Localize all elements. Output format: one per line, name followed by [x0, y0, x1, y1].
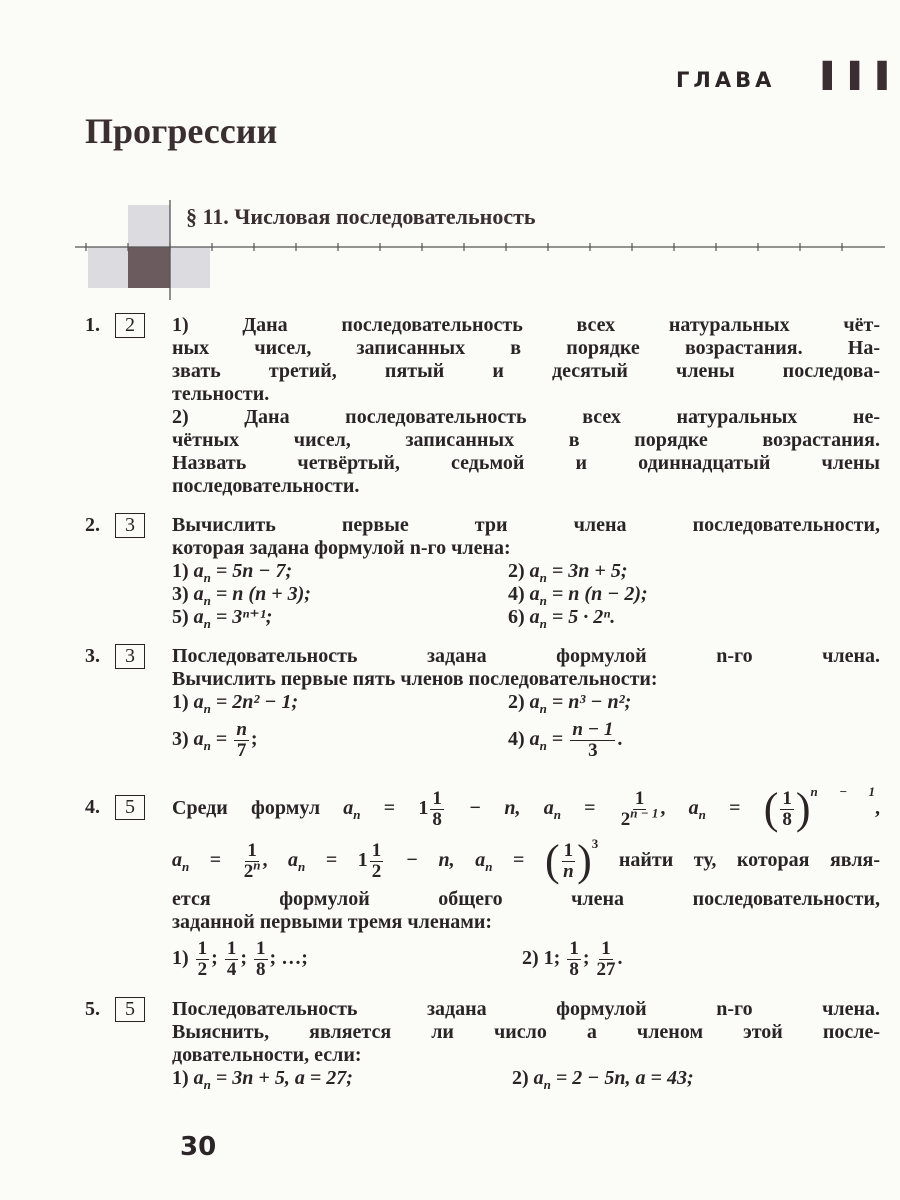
difficulty-box: 3 [115, 513, 145, 538]
problem-text [172, 645, 880, 691]
text-line: последовательности. [172, 475, 360, 497]
difficulty-box: 5 [115, 795, 145, 820]
chapter-label: ГЛАВА [676, 68, 776, 92]
text-line: ных чисел, записанных в порядке возрастания. На- [172, 337, 880, 359]
problem-text [172, 514, 880, 560]
problem-number: 2. [85, 514, 100, 536]
text-line: Вычислить первые три члена последовательности, [172, 514, 880, 536]
text-line: Выяснить, является ли число a членом этой после- [172, 1021, 880, 1043]
item-3: 3) $a_n$ = $\frac{n}{7}$ ; [172, 718, 258, 761]
text-line: Последовательность задана формулой n-го члена. [172, 645, 880, 667]
formula-line-2: $a_n$ = $\frac{1}{2^n}$ , $a_n = 1$ $\frac{1}{2}$ − n, $a_n$ = ( $\frac{1}{n}$ ) $^3$ найти ту, которая явля- [172, 836, 881, 886]
fraction: $\frac{1}{8}$ [569, 937, 579, 980]
difficulty-box: 2 [115, 313, 145, 338]
text-line: довательности, если: [172, 1044, 362, 1066]
fraction: $\frac{1}{27}$ [596, 937, 616, 980]
problem-number: 5. [85, 998, 100, 1020]
item-6: 6) $a_n = 5 \cdot 2^n$. [508, 606, 616, 631]
text-line: ется формулой общего члена последовательности, [172, 888, 880, 910]
item-4: 4) $a_n = n$ (n − 2); [508, 583, 648, 608]
text-line: Последовательность задана формулой n-го члена. [172, 998, 880, 1020]
problem-2 [85, 514, 880, 629]
problem-number: 4. [85, 796, 100, 818]
problem-text [172, 888, 880, 934]
problem-number: 3. [85, 645, 100, 667]
item-3: 3) $a_n = n$ (n + 3); [172, 583, 311, 608]
text-line: заданной первыми тремя членами: [172, 911, 493, 933]
item-1: 1) $a_n = 2n^2 - 1$; [172, 691, 299, 716]
problem-4 [85, 782, 880, 982]
fraction: $\frac{1}{2}$ [197, 937, 208, 980]
problem-list [85, 314, 880, 1090]
problem-text [172, 314, 880, 498]
difficulty-box: 5 [115, 997, 145, 1022]
problem-number: 1. [85, 314, 100, 336]
option-2: 2) 1; $\frac{1}{8}$ ; $\frac{1}{27}$ . [522, 937, 623, 980]
options [172, 934, 880, 982]
chapter-title: Прогрессии [85, 111, 278, 151]
item-1: 1) $a_n = 5n - 7$; [172, 560, 293, 585]
problem-1 [85, 314, 880, 498]
item-5: 5) $a_n = 3^{n+1}$; [172, 606, 273, 631]
text-line: тельности. [172, 383, 270, 405]
difficulty-box: 3 [115, 644, 145, 669]
section-title: § 11. Числовая последовательность [186, 204, 536, 229]
text-line: 1) Дана последовательность всех натуральных чёт- [172, 314, 880, 336]
item-2: 2) $a_n = 3n + 5$; [508, 560, 628, 585]
problem-5 [85, 998, 880, 1090]
chapter-number: III [818, 54, 900, 100]
text-line: 2) Дана последовательность всех натуральных не- [172, 406, 880, 428]
text-line: Вычислить первые пять членов последовательности: [172, 668, 658, 690]
item-1: 1) $a_n = 3n + 5$, a = 27; [172, 1067, 353, 1092]
item-4: 4) $a_n$ = $\frac{n - 1}{3}$ . [508, 718, 623, 761]
text-line: чётных чисел, записанных в порядке возрастания. [172, 429, 880, 451]
text-line: Назвать четвёртый, седьмой и одиннадцатый члены [172, 452, 880, 474]
fraction: $\frac{1}{4}$ [226, 937, 237, 980]
option-1: 1) $\frac{1}{2}$ ; $\frac{1}{4}$ ; $\frac{1}{8}$ ; …; [172, 937, 308, 980]
item-2: 2) $a_n = n^3 - n^2$; [508, 691, 632, 716]
formula-line-1: Среди формул $a_n = 1$ $\frac{1}{8}$ − n, $a_n$ = $\frac{1}{2^{n - 1}}$ , $a_n$ = ( $\frac{1}{8}$ ) $^{n - 1}$, [172, 784, 881, 834]
fraction: $\frac{1}{8}$ [256, 937, 266, 980]
page-number: 30 [180, 1132, 217, 1162]
item-2: 2) $a_n = 2 - 5n$, a = 43; [512, 1067, 694, 1092]
text-line: которая задана формулой n-го члена: [172, 537, 511, 559]
problem-text [172, 998, 880, 1067]
text-line: звать третий, пятый и десятый члены последова- [172, 360, 880, 382]
problem-3 [85, 645, 880, 762]
